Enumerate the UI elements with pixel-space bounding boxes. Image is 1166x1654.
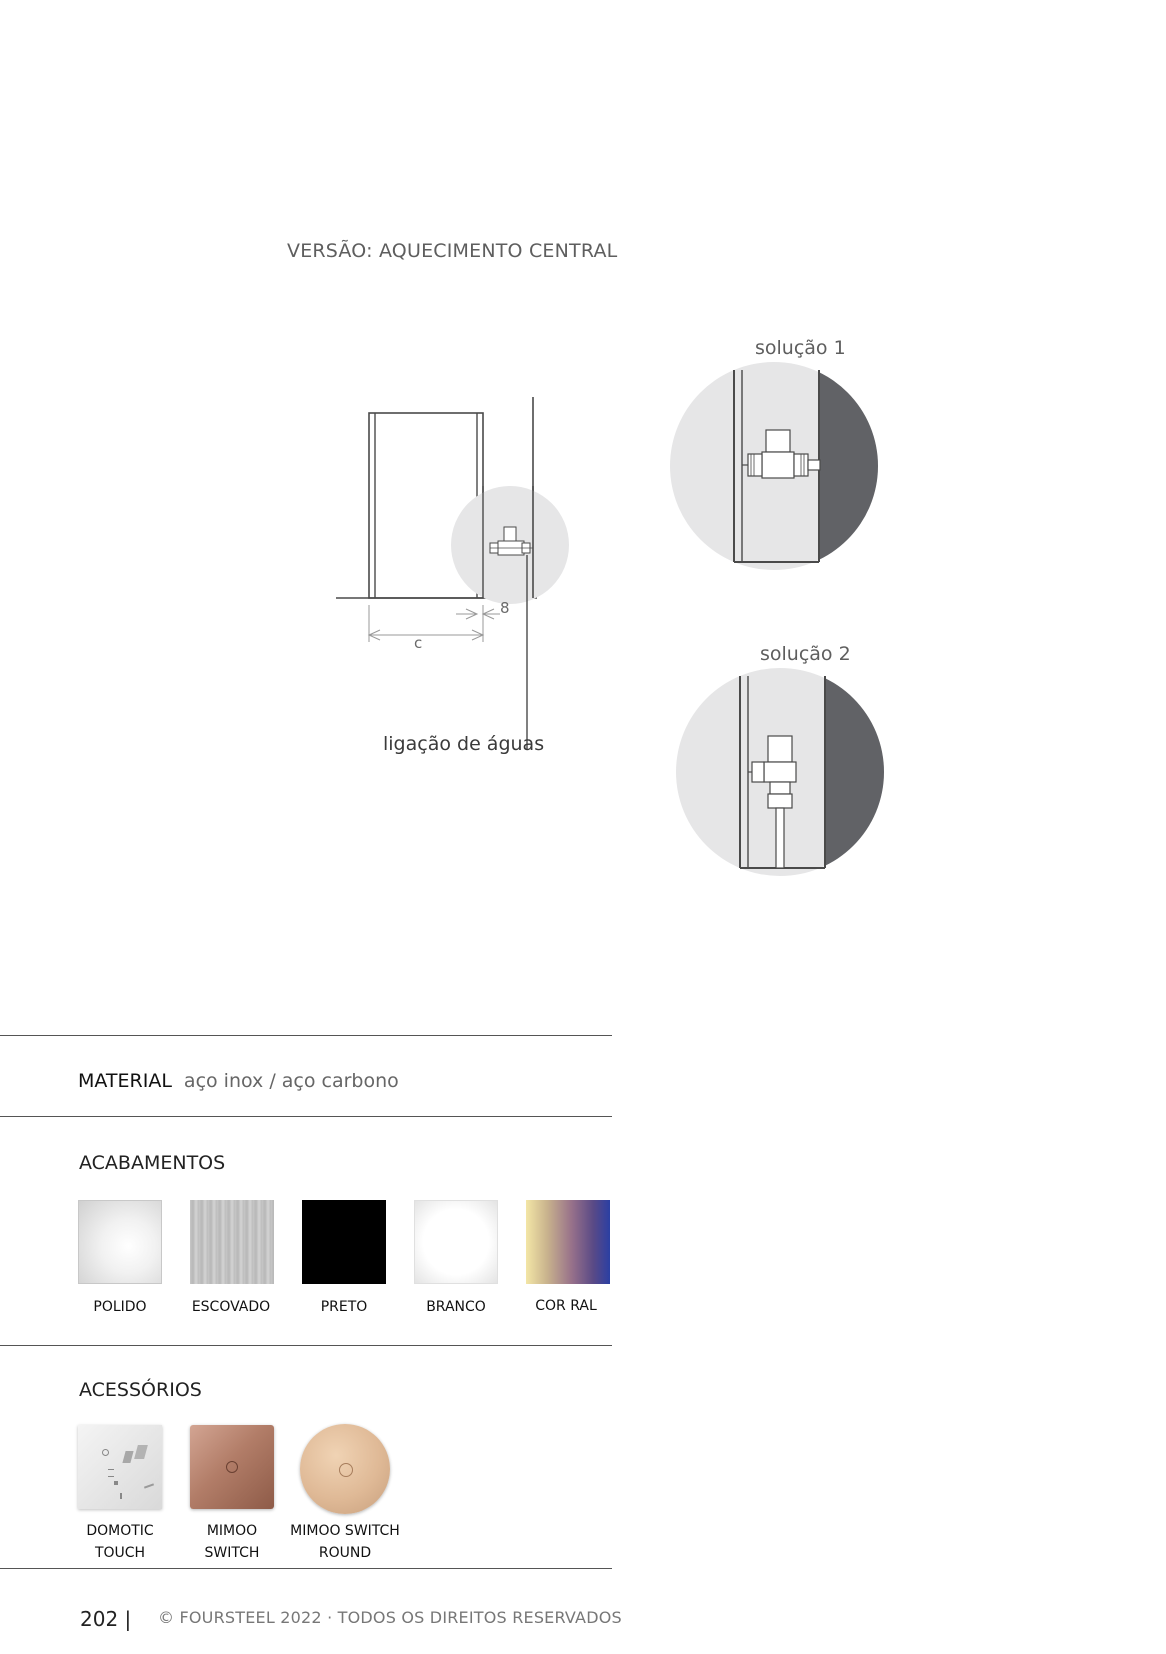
version-title: VERSÃO: AQUECIMENTO CENTRAL (287, 240, 618, 262)
pipe (776, 808, 784, 868)
wall-section (825, 668, 896, 878)
material-value: aço inox / aço carbono (183, 1070, 399, 1092)
divider (0, 1035, 612, 1036)
dim-c-label: c (414, 634, 423, 652)
divider (0, 1116, 612, 1117)
finish-label: ESCOVADO (191, 1299, 271, 1315)
swatch-branco (414, 1200, 498, 1284)
valve-body-small (504, 527, 516, 541)
mimoo-switch-image (190, 1425, 274, 1509)
accessories-heading: ACESSÓRIOS (79, 1379, 202, 1401)
domotic-touch-image (78, 1425, 162, 1509)
valve-body (768, 736, 792, 762)
accessory-label-mimoo-switch-round: MIMOO SWITCH ROUND (290, 1523, 400, 1561)
solution-2-label: solução 2 (760, 643, 851, 665)
water-connection-label: ligação de águas (383, 733, 545, 755)
accessory-label-domotic-touch: DOMOTIC TOUCH (86, 1523, 154, 1561)
copyright-text: © FOURSTEEL 2022 · TODOS OS DIREITOS RESERVADOS (158, 1608, 622, 1627)
radiator-side-drawing (320, 380, 580, 760)
swatch-preto (302, 1200, 386, 1284)
material-row (78, 1070, 399, 1092)
valve-body (766, 430, 790, 452)
solution-2-detail (676, 668, 896, 878)
solution-1-label: solução 1 (755, 337, 846, 359)
material-label: MATERIAL (78, 1070, 172, 1092)
dim-8-label: 8 (500, 599, 510, 617)
page-number: 202 | (80, 1607, 132, 1631)
swatch-polido (78, 1200, 162, 1284)
accessory-label-mimoo-switch: MIMOO SWITCH (204, 1523, 260, 1561)
divider (0, 1568, 612, 1569)
finish-label: BRANCO (426, 1299, 486, 1315)
divider (0, 1345, 612, 1346)
finish-label: POLIDO (93, 1299, 147, 1315)
wall-section (819, 362, 890, 572)
solution-1-detail (670, 362, 890, 572)
finish-label: PRETO (320, 1299, 368, 1315)
finish-label: COR RAL (535, 1298, 597, 1314)
mimoo-switch-round-image (300, 1424, 390, 1514)
swatch-escovado (190, 1200, 274, 1284)
finishes-heading: ACABAMENTOS (79, 1152, 226, 1174)
swatch-cor-ral (526, 1200, 610, 1284)
